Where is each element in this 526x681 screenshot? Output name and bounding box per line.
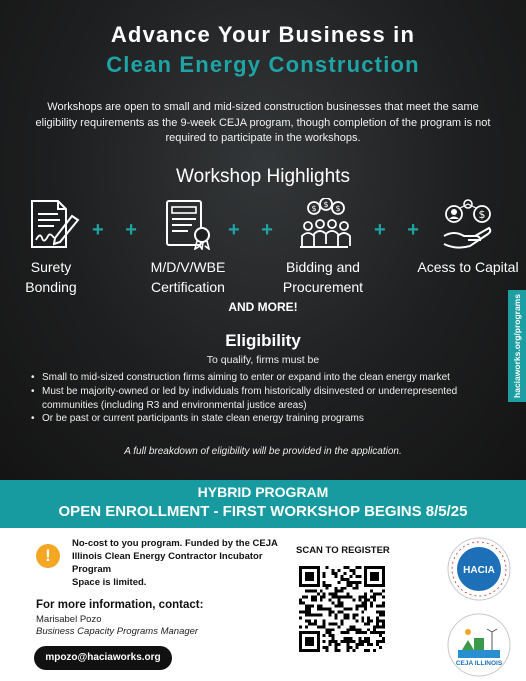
plus-connector-2: + +: [228, 219, 281, 241]
and-more-label: AND MORE!: [228, 300, 298, 314]
highlight-surety-bonding: Surety Bonding: [25, 259, 77, 295]
page-title-line1: Advance Your Business in: [110, 22, 416, 47]
svg-text:$: $: [323, 200, 329, 209]
highlights-title: Workshop Highlights: [176, 166, 350, 187]
contact-role: Business Capacity Programs Manager: [36, 626, 199, 637]
scan-to-register-label: SCAN TO REGISTER: [296, 545, 390, 556]
eligibility-list: [30, 371, 512, 426]
contact-name: Marisabel Pozo: [36, 614, 102, 625]
highlight-certification: M/D/V/WBE Certification: [150, 259, 226, 295]
website-side-tab[interactable]: [508, 290, 526, 402]
bidding-people-icon: [296, 198, 352, 250]
page-title-line2: Clean Energy Construction: [106, 52, 420, 77]
svg-text:$: $: [311, 204, 317, 213]
hacia-logo: [446, 536, 512, 602]
contact-heading: For more information, contact:: [36, 599, 204, 611]
contact-email-button[interactable]: mpozo@haciaworks.org: [34, 646, 172, 670]
eligibility-bullet: • Or be past or current participants in state clean energy training programs: [42, 412, 512, 426]
eligibility-bullet: • Small to mid-sized construction firms aiming to enter or expand into the clean energy market: [42, 371, 512, 385]
intro-paragraph: Workshops are open to small and mid-sized construction businesses that meet the same eligibility requirements as the 9-week CEJA program, though completion of the program is not required to participate in the workshops.: [35, 101, 491, 144]
eligibility-note: A full breakdown of eligibility will be provided in the application.: [124, 446, 402, 457]
svg-text:$: $: [335, 204, 341, 213]
enrollment-banner: [0, 480, 526, 528]
plus-connector-3: + +: [374, 219, 427, 241]
plus-connector-1: + +: [92, 219, 145, 241]
highlight-access-to-capital: Acess to Capital: [417, 259, 519, 275]
eligibility-bullet: • Must be majority-owned or led by individuals from historically disinvested or underrepresented communities (including R3 and environmental justice areas): [42, 385, 512, 413]
banner-program-type: HYBRID PROGRAM: [197, 484, 329, 500]
contract-signature-icon: [24, 198, 80, 250]
svg-text:$: $: [478, 208, 486, 221]
capital-hand-icon: [440, 198, 496, 250]
ceja-illinois-logo: [446, 612, 512, 678]
eligibility-title: Eligibility: [225, 331, 301, 350]
registration-qr-code[interactable]: [299, 566, 385, 652]
certificate-icon: [162, 198, 218, 250]
banner-enrollment: OPEN ENROLLMENT - FIRST WORKSHOP BEGINS 8/5/25: [58, 503, 468, 520]
alert-icon: !: [36, 544, 60, 568]
funding-notice: No-cost to you program. Funded by the CEJA Illinois Clean Energy Contractor Incubator Program Space is limited.: [72, 538, 278, 588]
hacia-logo-text: HACIA: [463, 565, 495, 576]
eligibility-subtitle: To qualify, firms must be: [206, 354, 320, 366]
highlight-bidding-procurement: Bidding and Procurement: [282, 259, 364, 295]
website-link[interactable]: haciaworks.org/programs: [512, 294, 522, 398]
ceja-logo-text: CEJA ILLINOIS: [455, 660, 503, 667]
